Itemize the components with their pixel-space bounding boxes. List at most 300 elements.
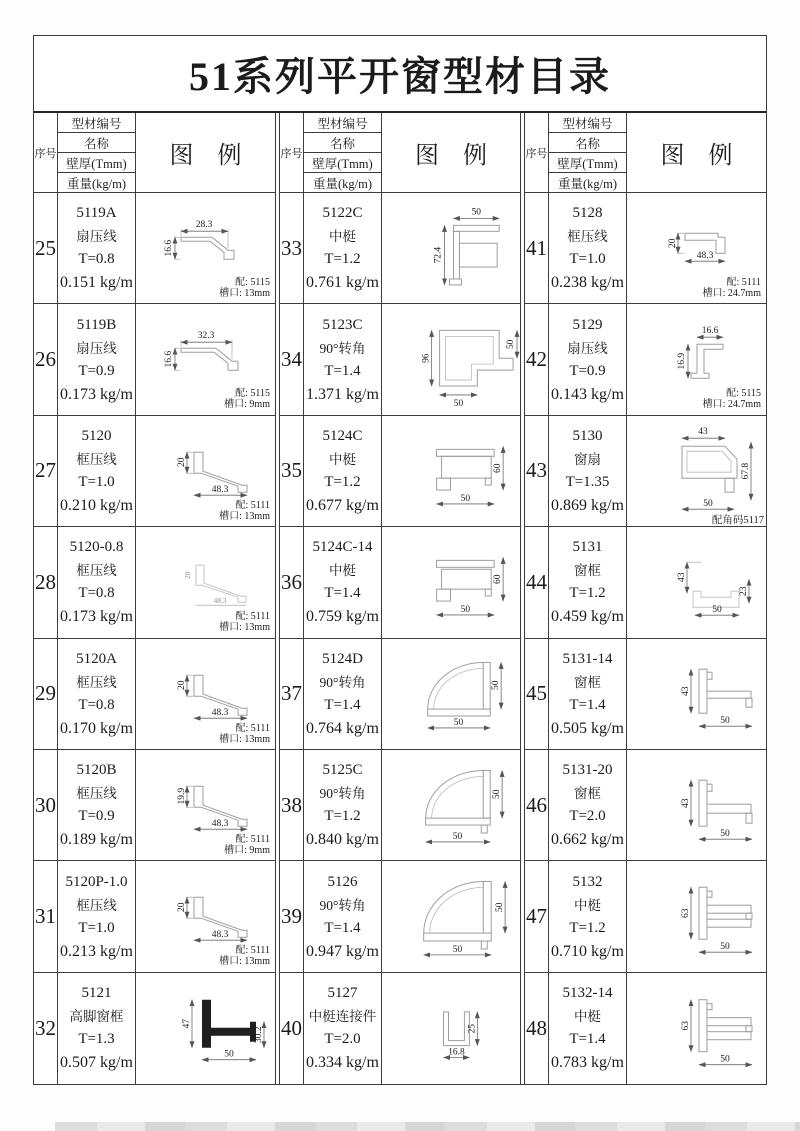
profile-weight: 0.238 kg/m xyxy=(551,274,624,292)
note-label: 配: 5115 xyxy=(726,388,761,400)
profile-name: 90°转角 xyxy=(319,897,366,913)
group-header xyxy=(280,113,520,193)
seq-header: 序号 xyxy=(525,113,549,192)
profile-weight: 1.371 kg/m xyxy=(306,385,379,403)
profile-outline xyxy=(202,999,256,1047)
table-row xyxy=(525,861,766,972)
note-label: 配: 5111 xyxy=(235,945,270,957)
dim-label: 50 xyxy=(452,945,463,956)
dim-label: 20 xyxy=(177,902,187,913)
dim-label: 48.3 xyxy=(211,707,229,718)
profile-weight: 0.170 kg/m xyxy=(60,719,133,737)
dim-label: 96 xyxy=(421,353,432,364)
profile-outline xyxy=(685,233,725,253)
info-cell xyxy=(549,193,627,303)
column-group-2 xyxy=(280,113,520,1084)
profile-diagram xyxy=(627,639,766,749)
profile-code: 5123C xyxy=(322,316,363,333)
dim-label: 50 xyxy=(720,715,730,726)
seq-cell: 38 xyxy=(280,750,304,860)
profile-outline xyxy=(426,770,484,818)
dim-label: 60 xyxy=(493,574,504,585)
table-row xyxy=(34,527,275,638)
profile-diagram xyxy=(136,639,275,749)
dim-label: 50 xyxy=(453,399,464,410)
seq-cell: 35 xyxy=(280,416,304,526)
profile-name: 框压线 xyxy=(76,451,117,467)
profile-diagram xyxy=(627,416,766,526)
table-row xyxy=(34,639,275,750)
profile-diagram xyxy=(136,973,275,1084)
profile-outline xyxy=(424,882,484,934)
profile-outline xyxy=(437,561,495,568)
table-row xyxy=(525,193,766,304)
profile-code: 5120A xyxy=(76,650,117,667)
info-cell xyxy=(58,639,136,749)
figure-cell xyxy=(627,639,766,749)
group-header xyxy=(525,113,766,193)
seq-cell: 39 xyxy=(280,861,304,971)
profile-name: 窗扇 xyxy=(574,451,601,467)
dim-label: 48.3 xyxy=(211,484,229,495)
profile-diagram xyxy=(627,193,766,303)
profile-code: 5131-20 xyxy=(562,762,613,779)
profile-code: 5126 xyxy=(327,873,358,890)
dim-label: 50 xyxy=(703,498,713,509)
profile-outline xyxy=(699,669,707,713)
figure-header-label: 图 例 xyxy=(169,143,242,169)
profile-name: 中梃 xyxy=(329,563,356,579)
profile-thickness: T=0.8 xyxy=(78,696,115,713)
dim-label: 20 xyxy=(668,238,678,248)
figure-cell xyxy=(136,639,275,749)
profile-weight: 0.710 kg/m xyxy=(551,942,624,960)
dim-label: 50 xyxy=(452,831,463,842)
info-header-label: 名称 xyxy=(304,133,381,153)
profile-code: 5124C xyxy=(322,427,363,444)
profile-outline xyxy=(699,780,707,826)
profile-outline xyxy=(440,331,513,387)
figure-cell xyxy=(382,639,520,749)
profile-outline xyxy=(181,237,234,259)
seq-cell: 44 xyxy=(525,527,549,637)
table-row xyxy=(525,750,766,861)
profile-thickness: T=1.4 xyxy=(324,919,361,936)
dim-label: 43 xyxy=(681,686,691,696)
dim-label: 20 xyxy=(177,680,187,690)
profile-thickness: T=1.4 xyxy=(324,696,361,713)
table-row xyxy=(525,527,766,638)
note-label: 配: 5111 xyxy=(235,611,270,623)
dim-label: 50 xyxy=(224,1049,234,1060)
profile-diagram xyxy=(382,193,520,303)
figure-cell xyxy=(382,304,520,414)
profile-name: 框压线 xyxy=(76,897,117,913)
note-label: 槽口: 24.7mm xyxy=(702,399,761,411)
profile-code: 5124C-14 xyxy=(312,539,373,556)
info-header-label: 壁厚(Tmm) xyxy=(58,153,135,173)
dim-label: 50 xyxy=(453,717,464,728)
profile-thickness: T=1.4 xyxy=(569,1031,606,1048)
dim-label: 23 xyxy=(739,586,749,597)
dim-label: 63 xyxy=(681,1020,691,1031)
dim-label: 50 xyxy=(720,942,730,953)
dim-label: 72.4 xyxy=(433,246,444,264)
profile-name: 窗框 xyxy=(574,563,601,579)
profile-weight: 0.459 kg/m xyxy=(551,608,624,626)
note-label: 槽口: 9mm xyxy=(224,845,270,857)
seq-cell: 41 xyxy=(525,193,549,303)
info-cell xyxy=(304,304,382,414)
info-cell xyxy=(58,861,136,971)
info-header-label: 重量(kg/m) xyxy=(66,176,127,191)
note-label: 配角码5117 xyxy=(711,514,764,526)
figure-cell xyxy=(382,750,520,860)
profile-thickness: T=1.2 xyxy=(324,808,361,825)
profile-outline xyxy=(437,449,495,456)
profile-diagram xyxy=(136,527,275,637)
page-edge-shadow xyxy=(55,1122,800,1131)
info-cell xyxy=(304,861,382,971)
table-row xyxy=(525,639,766,750)
note-label: 配: 5115 xyxy=(235,277,270,289)
seq-header: 序号 xyxy=(280,113,304,192)
figure-cell xyxy=(627,193,766,303)
dim-label: 50 xyxy=(720,1054,730,1065)
dim-label: 50 xyxy=(495,902,506,913)
table-row xyxy=(525,416,766,527)
profile-thickness: T=1.4 xyxy=(324,362,361,379)
dim-label: 50 xyxy=(712,605,722,616)
seq-cell: 37 xyxy=(280,639,304,749)
note-label: 槽口: 13mm xyxy=(219,622,270,634)
seq-cell: 25 xyxy=(34,193,58,303)
figure-cell xyxy=(136,973,275,1084)
profile-code: 5121 xyxy=(81,985,112,1002)
catalog-table xyxy=(33,35,767,1085)
seq-cell: 31 xyxy=(34,861,58,971)
column-group-1 xyxy=(34,113,275,1084)
figure-cell xyxy=(382,416,520,526)
info-header xyxy=(58,113,136,192)
profile-name: 90°转角 xyxy=(319,340,366,356)
profile-name: 高脚窗框 xyxy=(69,1009,124,1025)
profile-diagram xyxy=(136,750,275,860)
profile-thickness: T=1.2 xyxy=(569,585,606,602)
profile-code: 5131 xyxy=(572,539,603,556)
profile-weight: 0.210 kg/m xyxy=(60,496,133,514)
profile-name: 扇压线 xyxy=(76,229,117,245)
seq-cell: 28 xyxy=(34,527,58,637)
profile-diagram xyxy=(382,527,520,637)
group-header xyxy=(34,113,275,193)
profile-code: 5120B xyxy=(76,762,117,779)
dim-label: 25 xyxy=(467,1023,478,1034)
profile-name: 中梃 xyxy=(574,897,601,913)
table-row xyxy=(280,193,520,304)
profile-diagram xyxy=(136,861,275,971)
figure-cell xyxy=(382,861,520,971)
profile-code: 5119A xyxy=(76,205,117,222)
seq-cell: 30 xyxy=(34,750,58,860)
note-label: 槽口: 9mm xyxy=(224,399,270,411)
table-row xyxy=(280,304,520,415)
table-row xyxy=(34,193,275,304)
info-header-label: 型材编号 xyxy=(304,113,381,133)
seq-cell: 34 xyxy=(280,304,304,414)
profile-code: 5119B xyxy=(76,316,117,333)
profile-diagram xyxy=(136,304,275,414)
figure-cell xyxy=(136,416,275,526)
figure-cell xyxy=(627,973,766,1084)
figure-cell xyxy=(627,304,766,414)
dim-label: 67.8 xyxy=(741,462,751,480)
column-group-3 xyxy=(525,113,766,1084)
profile-diagram xyxy=(382,639,520,749)
profile-weight: 0.759 kg/m xyxy=(306,608,379,626)
profile-weight: 0.334 kg/m xyxy=(306,1054,379,1072)
info-header-label: 名称 xyxy=(549,133,626,153)
profile-outline xyxy=(428,662,484,709)
table-row xyxy=(280,527,520,638)
info-header-label: 壁厚(Tmm) xyxy=(304,153,381,173)
profile-name: 扇压线 xyxy=(567,340,608,356)
profile-diagram xyxy=(382,416,520,526)
profile-code: 5128 xyxy=(572,205,603,222)
profile-thickness: T=0.9 xyxy=(78,362,115,379)
profile-weight: 0.173 kg/m xyxy=(60,608,133,626)
info-cell xyxy=(304,750,382,860)
seq-cell: 47 xyxy=(525,861,549,971)
note-label: 槽口: 13mm xyxy=(219,288,270,300)
table-row xyxy=(525,973,766,1084)
figure-header xyxy=(382,113,520,192)
profile-thickness: T=1.2 xyxy=(324,473,361,490)
info-cell xyxy=(58,750,136,860)
profile-weight: 0.677 kg/m xyxy=(306,496,379,514)
profile-code: 5132 xyxy=(572,873,603,890)
profile-code: 5120P-1.0 xyxy=(65,873,128,890)
profile-outline xyxy=(699,999,707,1051)
profile-weight: 0.869 kg/m xyxy=(551,496,624,514)
seq-cell: 48 xyxy=(525,973,549,1084)
profile-thickness: T=0.8 xyxy=(78,585,115,602)
dim-label: 50 xyxy=(506,339,517,350)
profile-thickness: T=1.0 xyxy=(78,473,115,490)
profile-thickness: T=0.8 xyxy=(78,251,115,268)
table-row xyxy=(280,973,520,1084)
profile-diagram xyxy=(627,861,766,971)
info-cell xyxy=(304,193,382,303)
profile-name: 扇压线 xyxy=(76,340,117,356)
table-body xyxy=(34,113,766,1084)
info-header-label: 重量(kg/m) xyxy=(312,176,373,191)
profile-name: 中梃连接件 xyxy=(308,1009,377,1025)
dim-label: 50 xyxy=(720,829,730,840)
info-cell xyxy=(549,973,627,1084)
seq-cell: 29 xyxy=(34,639,58,749)
info-header xyxy=(549,113,627,192)
seq-header: 序号 xyxy=(34,113,58,192)
profile-diagram xyxy=(382,750,520,860)
dim-label: 50 xyxy=(491,680,502,690)
note-label: 槽口: 13mm xyxy=(219,956,270,968)
figure-header xyxy=(136,113,275,192)
table-row xyxy=(280,639,520,750)
profile-thickness: T=1.0 xyxy=(78,919,115,936)
info-header-label: 名称 xyxy=(58,133,135,153)
note-label: 配: 5111 xyxy=(726,277,761,289)
profile-diagram xyxy=(382,861,520,971)
profile-name: 90°转角 xyxy=(319,786,366,802)
figure-cell xyxy=(382,527,520,637)
table-row xyxy=(34,304,275,415)
dim-label: 50 xyxy=(460,605,471,616)
page-title: 51系列平开窗型材目录 xyxy=(34,36,766,113)
profile-thickness: T=2.0 xyxy=(569,808,606,825)
profile-thickness: T=2.0 xyxy=(324,1031,361,1048)
table-row xyxy=(34,973,275,1084)
info-cell xyxy=(549,527,627,637)
profile-outline xyxy=(444,1012,470,1046)
profile-weight: 0.173 kg/m xyxy=(60,385,133,403)
profile-diagram xyxy=(627,527,766,637)
profile-outline xyxy=(181,349,238,371)
profile-outline xyxy=(691,345,723,379)
profile-weight: 0.151 kg/m xyxy=(60,274,133,292)
dim-label: 20 xyxy=(177,457,187,467)
figure-cell xyxy=(627,527,766,637)
info-cell xyxy=(549,304,627,414)
profile-name: 中梃 xyxy=(574,1009,601,1025)
figure-cell xyxy=(382,193,520,303)
figure-cell xyxy=(136,861,275,971)
figure-cell xyxy=(627,861,766,971)
profile-thickness: T=0.9 xyxy=(569,362,606,379)
profile-code: 5129 xyxy=(572,316,603,333)
table-row xyxy=(280,750,520,861)
profile-weight: 0.840 kg/m xyxy=(306,831,379,849)
dim-label: 48.3 xyxy=(696,251,714,262)
table-row xyxy=(34,750,275,861)
profile-weight: 0.761 kg/m xyxy=(306,274,379,292)
profile-diagram xyxy=(627,973,766,1084)
info-cell xyxy=(549,861,627,971)
info-cell xyxy=(549,639,627,749)
table-row xyxy=(280,861,520,972)
info-header-label: 型材编号 xyxy=(58,113,135,133)
profile-name: 中梃 xyxy=(329,229,356,245)
seq-cell: 46 xyxy=(525,750,549,860)
note-label: 槽口: 24.7mm xyxy=(702,288,761,300)
figure-header-label: 图 例 xyxy=(415,143,487,169)
dim-label: 50 xyxy=(471,207,482,218)
profile-thickness: T=1.0 xyxy=(569,251,606,268)
info-cell xyxy=(304,639,382,749)
profile-weight: 0.189 kg/m xyxy=(60,831,133,849)
table-row xyxy=(525,304,766,415)
info-cell xyxy=(549,750,627,860)
info-header-label: 重量(kg/m) xyxy=(557,176,618,191)
seq-cell: 43 xyxy=(525,416,549,526)
profile-name: 中梃 xyxy=(329,451,356,467)
profile-weight: 0.662 kg/m xyxy=(551,831,624,849)
profile-outline xyxy=(699,888,707,940)
dim-label: 48.3 xyxy=(211,930,229,941)
profile-thickness: T=1.4 xyxy=(569,696,606,713)
note-label: 配: 5115 xyxy=(235,388,270,400)
profile-code: 5120-0.8 xyxy=(69,539,124,556)
info-cell xyxy=(58,527,136,637)
info-cell xyxy=(549,416,627,526)
dim-label: 43 xyxy=(677,572,687,583)
profile-diagram xyxy=(382,304,520,414)
figure-cell xyxy=(136,193,275,303)
note-label: 配: 5111 xyxy=(235,722,270,734)
profile-name: 框压线 xyxy=(76,786,117,802)
profile-thickness: T=1.2 xyxy=(569,919,606,936)
profile-thickness: T=1.3 xyxy=(78,1031,115,1048)
info-cell xyxy=(58,973,136,1084)
seq-cell: 26 xyxy=(34,304,58,414)
dim-label: 19.9 xyxy=(177,787,187,805)
info-cell xyxy=(304,973,382,1084)
figure-cell xyxy=(136,527,275,637)
profile-thickness: T=1.35 xyxy=(565,473,610,490)
profile-diagram xyxy=(382,973,520,1084)
figure-cell xyxy=(136,750,275,860)
profile-weight: 0.143 kg/m xyxy=(551,385,624,403)
profile-code: 5120 xyxy=(81,427,112,444)
info-header-label: 型材编号 xyxy=(549,113,626,133)
dim-label: 16.9 xyxy=(677,353,687,370)
profile-outline xyxy=(453,225,499,231)
profile-weight: 0.213 kg/m xyxy=(60,942,133,960)
table-row xyxy=(280,416,520,527)
dim-label: 47 xyxy=(182,1018,192,1029)
seq-cell: 36 xyxy=(280,527,304,637)
info-header-label: 壁厚(Tmm) xyxy=(549,153,626,173)
dim-label: 16.8 xyxy=(448,1047,465,1058)
seq-cell: 32 xyxy=(34,973,58,1084)
figure-cell xyxy=(627,416,766,526)
profile-code: 5130 xyxy=(572,427,603,444)
dim-label: 50 xyxy=(492,789,503,799)
dim-label: 50 xyxy=(460,493,471,504)
profile-code: 5124D xyxy=(322,650,363,667)
dim-label: 43 xyxy=(681,798,691,808)
figure-cell xyxy=(136,304,275,414)
note-label: 配: 5111 xyxy=(235,834,270,846)
profile-diagram xyxy=(136,193,275,303)
profile-weight: 0.783 kg/m xyxy=(551,1054,624,1072)
profile-thickness: T=0.9 xyxy=(78,808,115,825)
dim-label: 48.3 xyxy=(211,819,229,830)
profile-weight: 0.505 kg/m xyxy=(551,719,624,737)
dim-label: 30.2 xyxy=(254,1026,264,1043)
profile-code: 5131-14 xyxy=(562,650,613,667)
profile-diagram xyxy=(627,750,766,860)
info-cell xyxy=(58,304,136,414)
profile-weight: 0.947 kg/m xyxy=(306,942,379,960)
dim-label: 20 xyxy=(183,571,192,580)
profile-code: 5132-14 xyxy=(562,985,613,1002)
profile-weight: 0.764 kg/m xyxy=(306,719,379,737)
seq-cell: 27 xyxy=(34,416,58,526)
table-row xyxy=(34,861,275,972)
profile-name: 90°转角 xyxy=(319,674,366,690)
figure-header xyxy=(627,113,766,192)
